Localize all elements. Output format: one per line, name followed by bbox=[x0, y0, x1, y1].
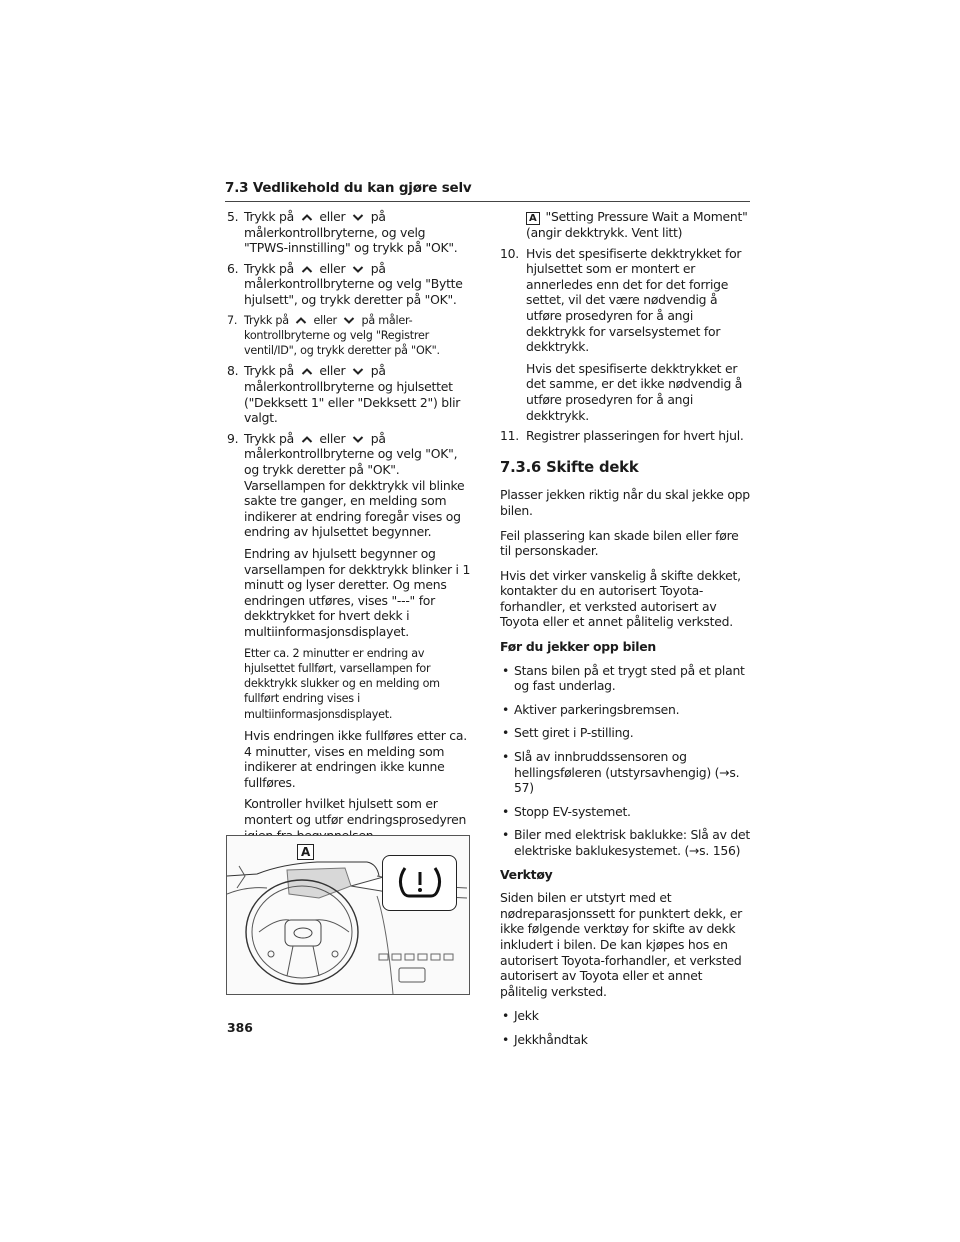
step-9-paragraph: Endring av hjulsett begynner og varsellampen for dekktrykk blinker i 1 minutt og lyser deretter. Og mens endringen utføres, vises "---" for dekktrykket for hvert dekk i multiinformasjonsdisplayet. bbox=[244, 545, 471, 639]
page-header bbox=[225, 180, 750, 202]
chevron-up-icon bbox=[295, 316, 307, 325]
chevron-up-icon bbox=[301, 367, 313, 376]
step-9-paragraph: Kontroller hvilket hjulsett som er montert og utfør endringsprosedyren bbox=[244, 796, 467, 827]
step-8: 8. Trykk på eller på målerkontrollbryterne og hjulsettet ("Dekksett 1" eller "Dekksett 2") blir valgt. bbox=[227, 363, 461, 426]
list-item: • Jekk bbox=[500, 1008, 752, 1024]
step-6: 6. Trykk på eller på målerkontrollbryterne og velg "Bytte hjulsett", og trykk deretter på "OK". bbox=[227, 260, 463, 307]
paragraph: Hvis det virker vanskelig å skifte dekket, kontakter du en autorisert Toyota-forhandler, et verksted autorisert av Toyota eller et annet pålitelig verksted. bbox=[500, 567, 741, 630]
figure-marker: A bbox=[297, 844, 314, 860]
chevron-down-icon bbox=[352, 435, 364, 444]
paragraph: Feil plassering kan skade bilen eller føre til personskader. bbox=[500, 527, 739, 559]
callout-marker: A bbox=[526, 212, 540, 225]
chevron-down-icon bbox=[352, 265, 364, 274]
list-item: • Stopp EV-systemet. bbox=[500, 804, 752, 820]
chevron-down-icon bbox=[352, 213, 364, 222]
list-item: • Jekkhåndtak bbox=[500, 1032, 752, 1048]
step-9-paragraph: Etter ca. 2 minutter er endring av hjulsettet fullført, varsellampen for dekktrykk slukker og en melding om fullført endring vises i multiinformasjonsdisplayet. bbox=[244, 646, 440, 721]
list-item: • Biler med elektrisk baklukke: Slå av det elektriske baklukesystemet. (→s. 156) bbox=[500, 827, 752, 858]
list-item: • Aktiver parkeringsbremsen. bbox=[500, 702, 752, 718]
step-10: 10. Hvis det spesifiserte dekktrykket for hjulsettet som er montert er annerledes enn det for det forrige settet, vil det være nødvendig å utføre prosedyren for å angi dekktrykk for varselsystemet for dekktrykk. Hvis det spesifiserte dekktrykket er det samme, er det ikke nødvendig å utføre prosedyren for å angi dekktrykk. bbox=[500, 245, 743, 423]
right-column bbox=[500, 209, 752, 1056]
step-7: 7. Trykk på eller på måler- kontrollbryterne og velg "Registrer ventil/ID", og trykk deretter på "OK". bbox=[227, 313, 440, 358]
chevron-up-icon bbox=[301, 213, 313, 222]
subsection-title: Verktøy bbox=[500, 866, 553, 882]
header-title: 7.3 Vedlikehold du kan gjøre selv bbox=[225, 180, 472, 196]
page-number: 386 bbox=[227, 1020, 253, 1035]
tire-pressure-warning-icon bbox=[382, 855, 457, 911]
left-column bbox=[227, 209, 471, 848]
dashboard-illustration bbox=[226, 835, 470, 995]
step-9-paragraph: Hvis endringen ikke fullføres etter ca. 4 minutter, vises en melding som indikerer at endringen ikke kunne fullføres. bbox=[244, 728, 467, 790]
before-list bbox=[500, 663, 752, 859]
section-title: 7.3.6 Skifte dekk bbox=[500, 458, 639, 476]
paragraph: Plasser jekken riktig når du skal jekke opp bilen. bbox=[500, 487, 750, 518]
tools-list bbox=[500, 1008, 752, 1047]
list-item: • Sett giret i P-stilling. bbox=[500, 725, 752, 741]
step-9: 9. Trykk på eller på målerkontrollbryterne og velg "OK", og trykk deretter på "OK". Varsellampen for dekktrykk vil blinke sakte tre ganger, en melding som indikerer at endring foregår vises og endring av hjulsettet begynner. Endring av hjulsett begynner og varsellampen for dekktrykk blinker i 1 minutt og lyser deretter. Og mens endringen utføres, vises "---" for dekktrykket for hvert dekk i multiinformasjonsdisplayet. Etter ca. 2 minutter er endring av hjulsettet fullført, varsellampen for dekktrykk slukker og en melding om fullført endring vises i multiinformasjonsdisplayet. Hvis endringen ikke fullføres etter ca. 4 minutter, vises en melding som indikerer at endringen ikke kunne fullføres. Kontroller hvilket hjulsett som er montert og utfør endringsprosedyren bbox=[227, 431, 471, 843]
step-11: 11. Registrer plasseringen for hvert hjul. bbox=[500, 428, 744, 444]
list-item: • Stans bilen på et trygt sted på et plant og fast underlag. bbox=[500, 663, 752, 694]
paragraph: Siden bilen er utstyrt med et nødreparasjonssett for punktert dekk, er ikke følgende verktøy for skifte av dekk inkludert i bilen. De kan kjøpes hos en autorisert Toyota-forhandler, et verksted autorisert av Toyota eller et annet pålitelig verksted. bbox=[500, 890, 742, 999]
chevron-up-icon bbox=[301, 265, 313, 274]
chevron-down-icon bbox=[352, 367, 364, 376]
step-5: 5. Trykk på eller på målerkontrollbryterne, og velg "TPWS-innstilling" og trykk på "OK". bbox=[227, 209, 458, 256]
subsection-title: Før du jekker opp bilen bbox=[500, 639, 656, 655]
header-divider bbox=[225, 201, 750, 202]
chevron-down-icon bbox=[343, 316, 355, 325]
display-message: A "Setting Pressure Wait a Moment" (angir dekktrykk. Vent litt) bbox=[526, 209, 748, 240]
list-item: • Slå av innbruddssensoren og hellingsføleren (utstyrsavhengig) (→s. 57) bbox=[500, 749, 752, 796]
chevron-up-icon bbox=[301, 435, 313, 444]
